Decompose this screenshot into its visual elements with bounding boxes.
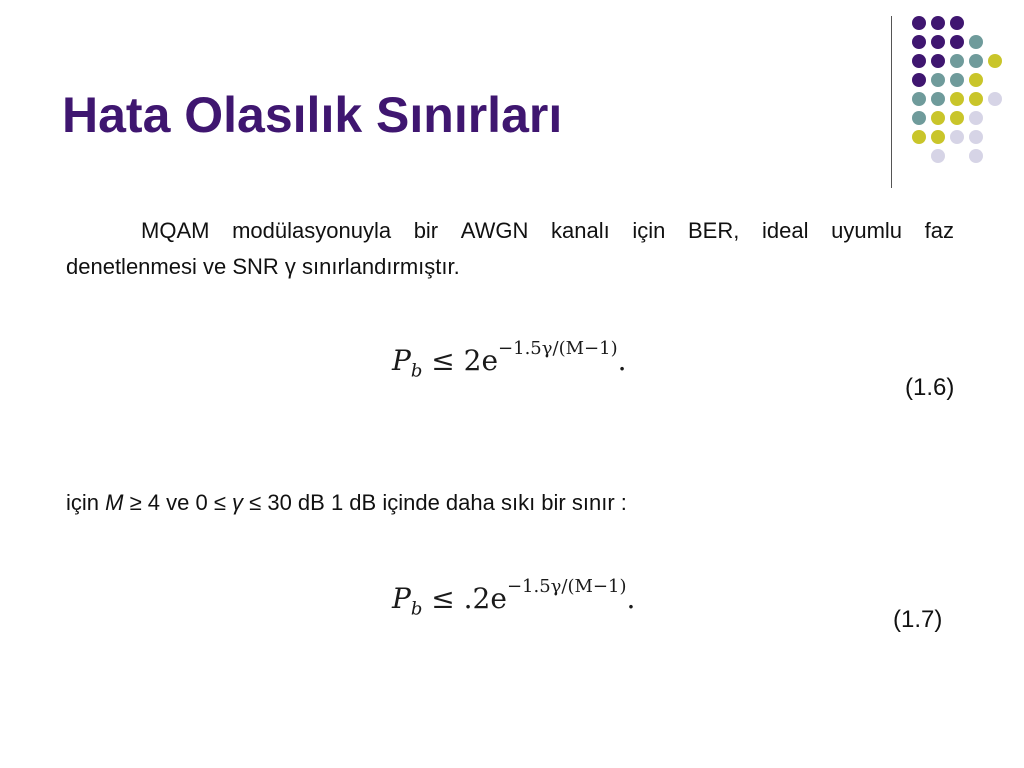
decorative-dot [912,54,926,68]
formula-exponent: −1.5γ/(M−1) [506,576,627,597]
decorative-dot [931,73,945,87]
decorative-dot [912,130,926,144]
decorative-dot [969,130,983,144]
decorative-dot [988,92,1002,106]
condition-text-1: ≥ 4 ve 0 ≤ [129,490,226,515]
formula-exponent: −1.5γ/(M−1) [498,338,618,359]
divider-line [891,16,892,188]
condition-text-2: ≤ 30 dB 1 dB içinde daha sıkı bir sınır : [249,490,627,515]
condition-prefix: için [66,490,100,515]
word: BER, [688,218,740,243]
decorative-dot [912,111,926,125]
decorative-dot [969,54,983,68]
formula-lhs-subscript: b [410,598,423,620]
formula-end: . [626,582,636,615]
decorative-dot [950,130,964,144]
intro-paragraph [66,218,954,280]
decorative-dot [912,35,926,49]
word: için [632,218,666,243]
formula-lhs: P [392,582,411,615]
word: modülasyonuyla [232,218,392,243]
decorative-dot [950,111,964,125]
decorative-dot [912,92,926,106]
decorative-dot [950,92,964,106]
condition-gamma: γ [232,490,244,515]
decorative-dot [931,16,945,30]
decorative-dot [969,35,983,49]
decorative-dot [912,16,926,30]
formula-relation: ≤ [431,344,455,377]
word: uyumlu [831,218,903,243]
decorative-dot [969,73,983,87]
decorative-dot [931,92,945,106]
formula-1-7 [392,576,636,620]
slide-title: Hata Olasılık Sınırları [62,87,563,143]
decorative-dot [912,73,926,87]
decorative-dot [969,111,983,125]
decorative-dot [950,16,964,30]
decorative-dot [931,130,945,144]
condition-m: M [105,490,124,515]
formula-coefficient: 2e [463,344,499,377]
decorative-dot [931,35,945,49]
equation-number-1-7: (1.7) [893,606,943,633]
word: kanalı [551,218,610,243]
decorative-dot [950,73,964,87]
condition-sentence [66,490,627,516]
formula-lhs: P [392,344,411,377]
decorative-dot [969,92,983,106]
word: AWGN [460,218,529,243]
decorative-dot [931,111,945,125]
decorative-dot [950,35,964,49]
word: faz [924,218,954,243]
decorative-dot [931,149,945,163]
decorative-dot [969,149,983,163]
word: ideal [761,218,809,243]
formula-relation: ≤ [431,582,455,615]
formula-lhs-subscript: b [410,360,423,382]
paragraph-line-1 [66,218,954,244]
formula-end: . [617,344,627,377]
decorative-dot [950,54,964,68]
formula-1-6 [392,338,627,382]
formula-coefficient: .2e [463,582,507,615]
decorative-dot [931,54,945,68]
decorative-dot [988,54,1002,68]
paragraph-line-2: denetlenmesi ve SNR γ sınırlandırmıştır. [66,254,460,279]
equation-number-1-6: (1.6) [905,374,955,401]
word: bir [413,218,439,243]
word: MQAM [141,218,210,243]
